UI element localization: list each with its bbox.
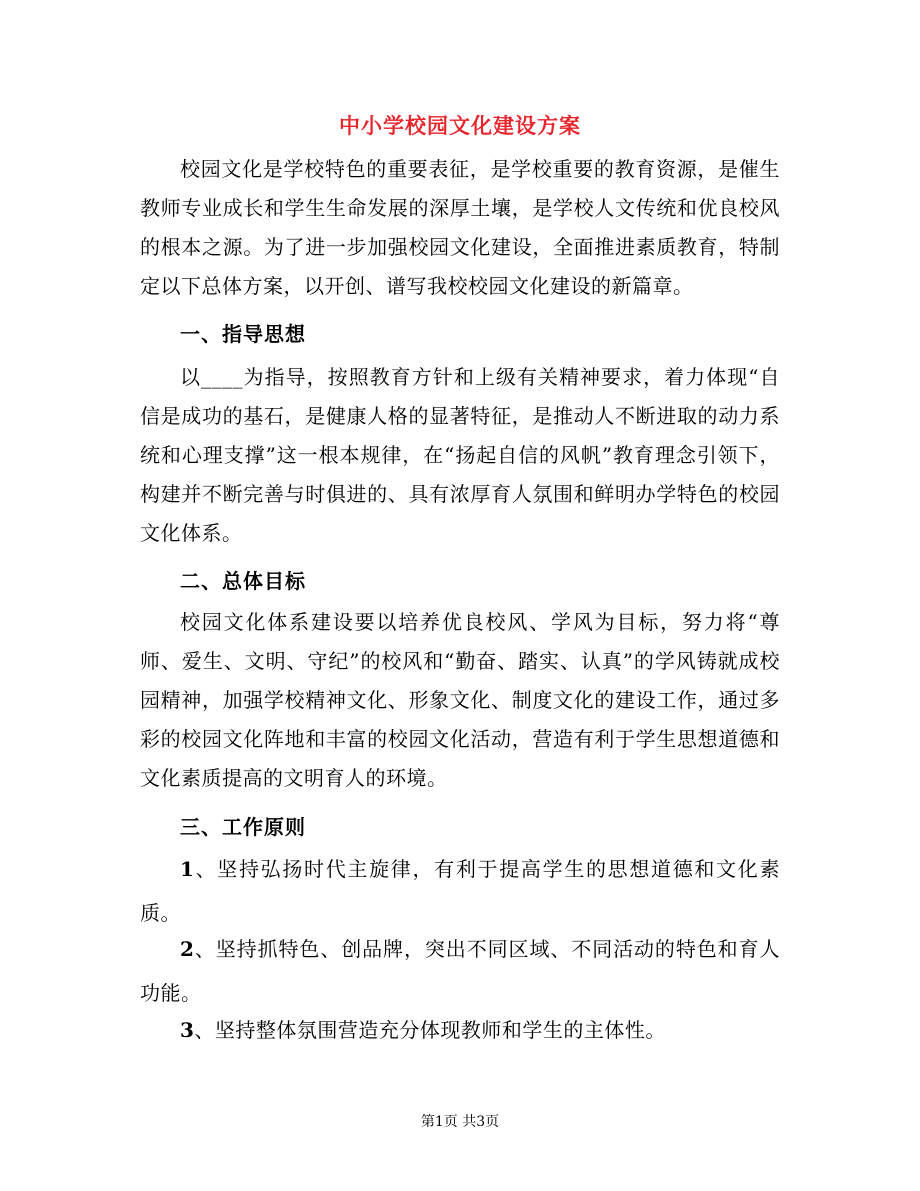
section-body-overall-goal: 校园文化体系建设要以培养优良校风、学风为目标，努力将“尊师、爱生、文明、守纪”的校风和“勤奋、踏实、认真”的学风铸就成校园精神，加强学校精神文化、形象文化、制度文化的建设工作，通过多彩的校园文化阵地和丰富的校园文化活动，营造有利于学生思想道德和文化素质提高的文明育人的环境。 bbox=[140, 610, 780, 790]
principle-number: 1 bbox=[180, 857, 195, 881]
intro-paragraph: 校园文化是学校特色的重要表征，是学校重要的教育资源，是催生教师专业成长和学生生命发展的深厚土壤，是学校人文传统和优良校风的根本之源。为了进一步加强校园文化建设，全面推进素质教育，特制定以下总体方案，以开创、谱写我校校园文化建设的新篇章。 bbox=[140, 157, 780, 298]
section-heading-guiding-ideology: 一、指导思想 bbox=[180, 322, 306, 346]
principle-text: 、坚持整体氛围营造充分体现教师和学生的主体性。 bbox=[194, 1018, 666, 1042]
principle-item-1 bbox=[140, 847, 780, 935]
section-heading-work-principles: 三、工作原则 bbox=[180, 815, 306, 839]
section-body-guiding-ideology: 以____为指导，按照教育方针和上级有关精神要求，着力体现“自信是成功的基石，是健康人格的显著特征，是推动人不断进取的动力系统和心理支撑”这一根本规律，在“扬起自信的风帆”教育理念引领下，构建并不断完善与时俱进的、具有浓厚育人氛围和鲜明办学特色的校园文化体系。 bbox=[140, 365, 780, 545]
principle-item-2 bbox=[140, 927, 780, 1015]
principle-number: 2 bbox=[180, 937, 195, 961]
section-heading-overall-goal: 二、总体目标 bbox=[180, 569, 306, 593]
principle-number: 3 bbox=[180, 1018, 195, 1042]
principle-item-3 bbox=[140, 1008, 780, 1052]
page-footer: 第1页 共3页 bbox=[420, 1114, 500, 1130]
document-title: 中小学校园文化建设方案 bbox=[339, 113, 581, 138]
principle-text: 、坚持抓特色、创品牌，突出不同区域、不同活动的特色和育人功能。 bbox=[140, 937, 780, 1005]
principle-text: 、坚持弘扬时代主旋律，有利于提高学生的思想道德和文化素质。 bbox=[140, 857, 780, 925]
